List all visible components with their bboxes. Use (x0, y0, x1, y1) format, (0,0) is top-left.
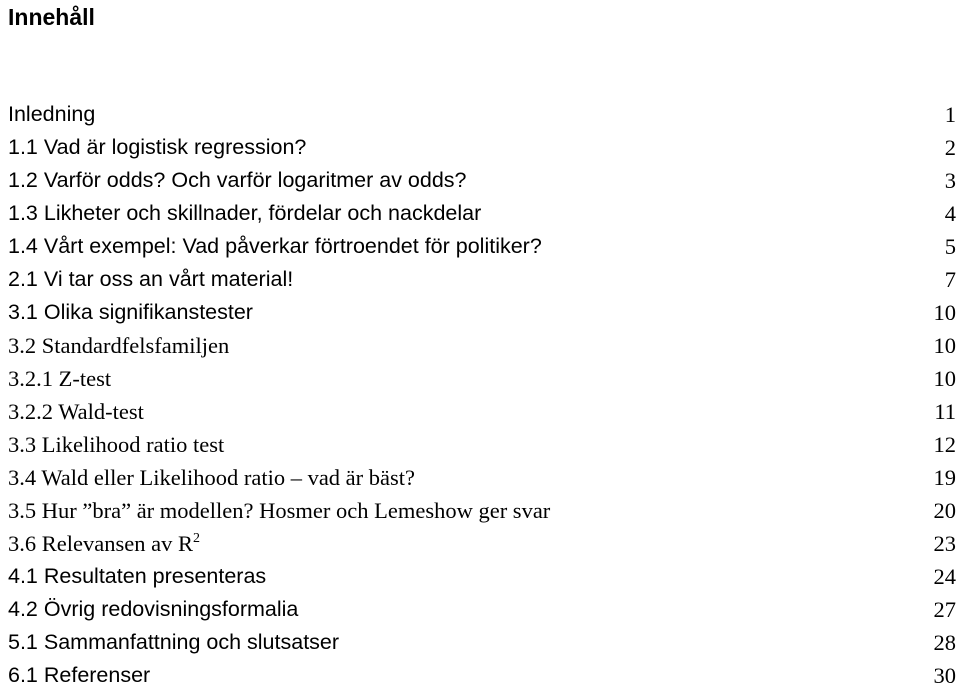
toc-entry-5-1[interactable] (8, 626, 956, 659)
toc-entry-title: 3.6 Relevansen av R (8, 531, 193, 556)
toc-entry-4-1[interactable] (8, 560, 956, 593)
toc-entry-title: 3.2.2 Wald-test (8, 399, 144, 424)
toc-entry-title: 5.1 Sammanfattning och slutsatser (8, 630, 340, 654)
toc-entry-3-6[interactable] (8, 527, 956, 560)
toc-entry-page: 20 (933, 498, 956, 523)
toc-entry-3-5[interactable] (8, 494, 956, 527)
toc-entry-page: 11 (934, 399, 956, 424)
toc-entry-page: 12 (933, 432, 956, 457)
toc-entry-page: 1 (944, 102, 956, 127)
toc-entry-title: 4.2 Övrig redovisningsformalia (8, 597, 299, 621)
toc-entry-3-4[interactable] (8, 461, 956, 494)
toc-entry-title: 3.4 Wald eller Likelihood ratio – vad är bäst? (8, 465, 416, 490)
toc-entry-page: 27 (933, 597, 956, 622)
toc-entry-3-2-2[interactable] (8, 395, 956, 428)
toc-heading: Innehåll (8, 4, 95, 30)
toc-entry-inledning[interactable] (8, 98, 956, 131)
toc-entry-1-3[interactable] (8, 197, 956, 230)
toc-entry-page: 10 (933, 333, 956, 358)
toc-entry-title: 3.3 Likelihood ratio test (8, 432, 225, 457)
toc-entry-title: Inledning (8, 102, 96, 126)
table-of-contents (8, 98, 956, 692)
toc-entry-title: 3.2.1 Z-test (8, 366, 112, 391)
toc-entry-page: 4 (944, 201, 956, 226)
toc-entry-3-3[interactable] (8, 428, 956, 461)
toc-entry-title: 3.1 Olika signifikanstester (8, 300, 253, 324)
toc-entry-1-2[interactable] (8, 164, 956, 197)
toc-entry-4-2[interactable] (8, 593, 956, 626)
toc-entry-title: 1.3 Likheter och skillnader, fördelar och nackdelar (8, 201, 482, 225)
toc-entry-page: 5 (944, 234, 956, 259)
toc-entry-title: 1.2 Varför odds? Och varför logaritmer av odds? (8, 168, 467, 192)
toc-entry-page: 7 (944, 267, 956, 292)
toc-entry-title-with-superscript (8, 527, 200, 560)
toc-entry-title: 1.1 Vad är logistisk regression? (8, 135, 307, 159)
toc-entry-page: 28 (933, 630, 956, 655)
toc-entry-2-1[interactable] (8, 263, 956, 296)
toc-entry-3-2-1[interactable] (8, 362, 956, 395)
toc-entry-title: 3.5 Hur ”bra” är modellen? Hosmer och Lemeshow ger svar (8, 498, 551, 523)
toc-entry-title: 3.2 Standardfelsfamiljen (8, 333, 230, 358)
toc-entry-title: 2.1 Vi tar oss an vårt material! (8, 267, 294, 291)
toc-entry-title: 4.1 Resultaten presenteras (8, 564, 267, 588)
toc-entry-page: 19 (933, 465, 956, 490)
toc-entry-3-1[interactable] (8, 296, 956, 329)
r-squared-superscript: 2 (192, 531, 200, 546)
toc-entry-page: 10 (933, 366, 956, 391)
toc-entry-page: 24 (933, 564, 956, 589)
toc-entry-page: 30 (933, 663, 956, 688)
toc-entry-page: 10 (933, 300, 956, 325)
toc-entry-3-2[interactable] (8, 329, 956, 362)
toc-entry-6-1[interactable] (8, 659, 956, 692)
toc-entry-title: 1.4 Vårt exempel: Vad påverkar förtroendet för politiker? (8, 234, 542, 258)
toc-entry-page: 2 (944, 135, 956, 160)
toc-entry-page: 23 (933, 531, 956, 556)
toc-entry-1-4[interactable] (8, 230, 956, 263)
toc-entry-page: 3 (944, 168, 956, 193)
toc-entry-1-1[interactable] (8, 131, 956, 164)
toc-entry-title: 6.1 Referenser (8, 663, 151, 687)
